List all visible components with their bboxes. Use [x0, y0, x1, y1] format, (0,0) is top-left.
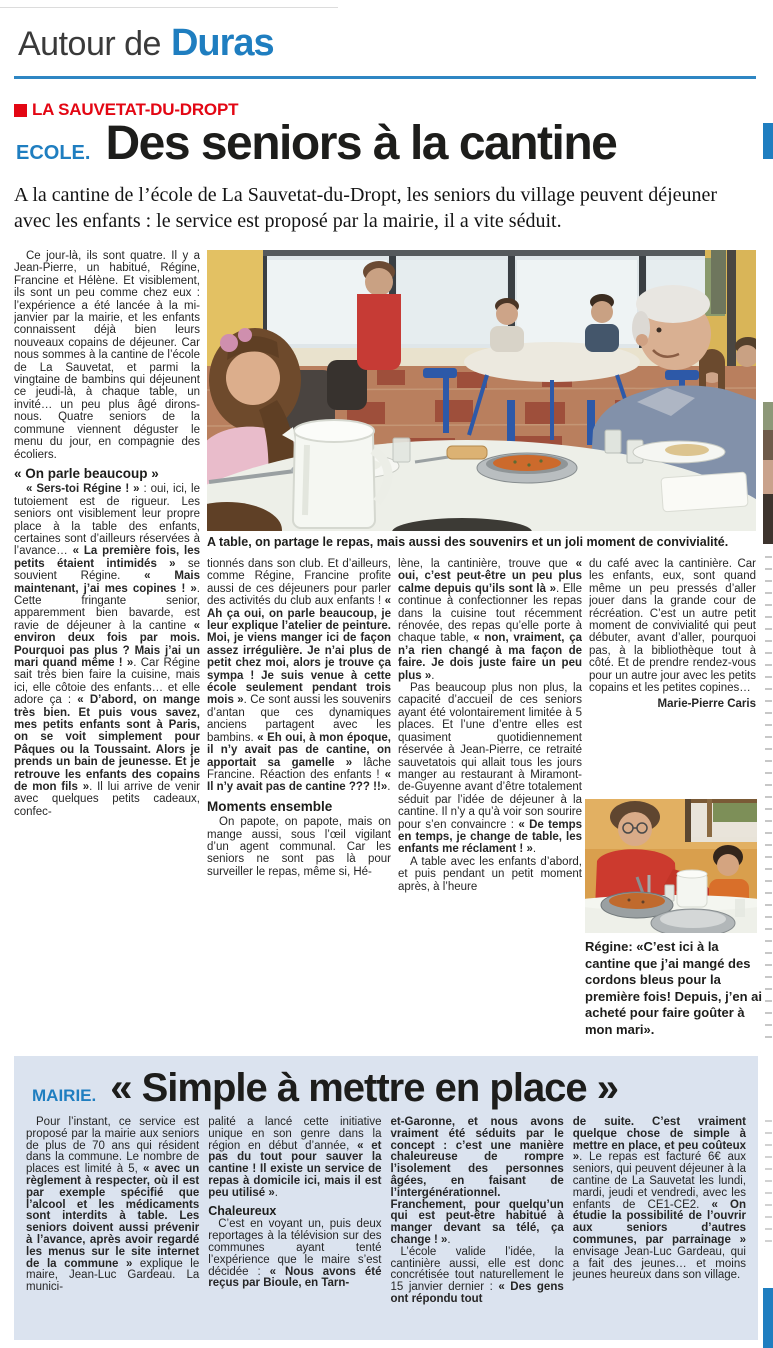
subheading: Moments ensemble: [207, 798, 333, 814]
article-column-3: [398, 558, 582, 1054]
subheading: Chaleureux: [208, 1203, 277, 1218]
paragraph: On papote, on papote, mais on mange aussi, sous l’œil vigilant d’un agent communal. Car les seniors ne sont pas là pour surveiller le repas, même si, Hé-: [207, 816, 391, 878]
byline: Marie-Pierre Caris: [657, 698, 756, 711]
masthead-prefix: Autour de: [18, 25, 161, 63]
regine-photo-illustration: [585, 799, 757, 933]
red-square-icon: [14, 104, 27, 117]
town-kicker-label: LA SAUVETAT-DU-DROPT: [32, 100, 239, 119]
paragraph: « Sers-toi Régine ! » : oui, ici, le tutoiement est de rigueur. Les seniors ont visiblement leur propre place à la table des enfants, certaines sont d’ailleurs réservées à l’avance… « La première fois, les petits étaient intimidés » se souvient Régine. « Mais maintenant, j’ai mes copines ! ». Cette fringante senior, apparemment bien bavarde, est ravie de déjeuner à la cantine « environ deux fois par mois. Pourquoi pas plus ? Mais j’ai un mari quand même ! ». Car Régine sait très bien faire la cuisine, mais ici, elle côtoie des enfants… et elle adore ça : « D’abord, on mange très bien. Et puis vous savez, mes petits enfants sont à Paris, on se voit simplement pour Pâques ou la Toussaint. Alors je prends un bain de jeunesse. Et je retrouve les enfants des copains de mon fils ». Il lui arrive de venir avec quelques petits cadeaux, confec-: [14, 483, 200, 818]
page-edge-fragment: [765, 556, 772, 1048]
mairie-column-2: [208, 1117, 381, 1306]
article-column-4: [589, 558, 756, 798]
paragraph: lène, la cantinière, trouve que « oui, c’est peut-être un peu plus calme depuis qu’ils sont là ». Elle continue à confectionner les repas dans la cuisine tout récemment rénovée, des repas qu’elle porte à chaque table, « non, vraiment, ça n’a rien changé à ma façon de faire. Je dois juste faire un peu plus ».: [398, 558, 582, 682]
masthead-title: Duras: [170, 22, 274, 64]
paragraph: de suite. C’est vraiment quelque chose de simple à mettre en place, et peu coûteux ». Le repas est facturé 6€ aux seniors, qui peuvent déjeuner à la cantine de La Sauvetat les lundi, mardi, jeudi et vendredi, avec les enfants de CE1-CE2. « On étudie la possibilité de l’ouvrir aux seniors d’autres communes, par parrainage » envisage Jean-Luc Gardeau, qui a fait des jeunes… et moins jeunes heureux dans son village.: [572, 1116, 746, 1282]
article-column-2: [207, 558, 391, 1054]
article-headline: Des seniors à la cantine: [105, 117, 617, 170]
paragraph: A table avec les enfants d’abord, et puis pendant un petit moment après, à l’heure: [398, 855, 582, 893]
page-edge-fragment: [763, 1288, 773, 1348]
side-photo-caption: Régine: «C’est ici à la cantine que j’ai mangé des cordons bleus pour la première fois! Depuis, j’en ai acheté pour faire goûter à mon mari».: [585, 939, 762, 1037]
paragraph: L’école valide l’idée, la cantinière aussi, elle est donc concrétisée tout naturellement le 15 janvier dernier : « Des gens ont répondu tout: [390, 1245, 564, 1305]
article-column-1: [14, 250, 200, 1050]
masthead-rule: [14, 76, 756, 79]
main-photo: [207, 250, 756, 531]
mairie-column-4: [573, 1117, 746, 1306]
mairie-column-1: [26, 1117, 199, 1306]
mairie-columns: [26, 1117, 746, 1306]
subheading: « On parle beaucoup »: [14, 465, 159, 481]
paragraph: du café avec la cantinière. Car les enfants, eux, sont quand même un peu pressés d’aller jouer dans la grande cour de récréation. C’est un autre petit moment de convivialité qui peut débuter, avant d’aller, pourquoi pas, à la bibliothèque tout à côté. Et de prendre rendez-vous pour un autre jour avec les petits copains et les petites copines…: [589, 558, 756, 695]
mairie-headline: « Simple à mettre en place »: [110, 1066, 619, 1110]
mairie-section-label: MAIRIE.: [32, 1086, 97, 1105]
page-edge-fragment: [763, 402, 773, 544]
masthead: [18, 22, 274, 65]
article-section-label: ECOLE.: [16, 142, 91, 164]
main-photo-caption: A table, on partage le repas, mais aussi des souvenirs et un joli moment de convivialité.: [207, 535, 729, 549]
side-photo: [585, 799, 757, 933]
paragraph: Ce jour-là, ils sont quatre. Il y a Jean-Pierre, un habitué, Régine, Francine et Hélène. Et visiblement, ils sont un peu comme chez eux : l’expérience a été lancée à la mi-janvier par la mairie, et les enfants connaissent déjà bien leurs nouveaux copains de déjeuner. Car nous sommes à la cantine de l’école de La Sauvetat, et parmi la vingtaine de bambins qui déjeunent ce jeudi-là, à chaque table, un invité… un peu plus âgé dirons-nous. Quatre seniors de la commune viennent déguster le menu du jour, en compagnie des écoliers.: [14, 250, 200, 461]
mairie-sidebar-article: [14, 1056, 758, 1340]
page-edge-fragment: [765, 1120, 772, 1250]
paragraph: Pas beaucoup plus non plus, la capacité d’accueil de ces seniors ayant été volontairement limitée à 5 places. Et l’une d’entre elles est quasiment quotidiennement réservée à Jean-Pierre, ce retraité sauvetatois qui allait tous les jours manger au restaurant à Miramont-de-Guyenne avant d’être totalement séduit par l’idée de déjeuner à la cantine. Il n’y a qu’à voir son sourire pour s’en convaincre : « De temps en temps, je change de table, les enfants me réclament ! ».: [398, 682, 582, 856]
paragraph: et-Garonne, et nous avons vraiment été séduits par le concept : c’est une manière chaleureuse de rompre l’isolement des personnes âgées, en faisant de l’intergénérationnel. Franchement, pour quelqu’un qui est peut-être habitué à manger devant sa télé, ça change ! ».: [390, 1116, 564, 1246]
mairie-column-3: [391, 1117, 564, 1306]
page-crop-hairline: [0, 7, 338, 8]
canteen-photo-illustration: [207, 250, 756, 531]
page-edge-fragment: [763, 123, 773, 159]
paragraph: C’est en voyant un, puis deux reportages à la télévision sur des communes ayant tenté l’expérience que le maire s’est décidée : « Nous avons été reçus par Bioule, en Tarn-: [208, 1218, 382, 1290]
article-lede: A la cantine de l’école de La Sauvetat-du-Dropt, les seniors du village peuvent déjeuner avec les enfants : le service est proposé par la mairie, il a vite séduit.: [14, 184, 718, 232]
paragraph: palité a lancé cette initiative unique en son genre dans la région en début d’année, « et pas du tout pour sauver la cantine ! Il existe un service de repas à domicile ici, mais il est peu utilisé ».: [208, 1116, 382, 1199]
mairie-headline-row: [32, 1068, 746, 1108]
paragraph: tionnés dans son club. Et d’ailleurs, comme Régine, Francine profite aussi de ces déjeuners pour parler des activités du club aux enfants ! « Ah ça oui, on parle beaucoup, je leur explique l’atelier de peinture. Moi, je viens manger ici de façon assez irrégulière. Je n’ai plus de petit chez moi, alors je trouve ça sympa ! Je suis venue à cette école seulement pendant trois mois ». Ce sont aussi les souvenirs d’antan que ces dynamiques anciens partagent avec les bambins. « Eh oui, à mon époque, il n’y avait pas de cantine, on apportait sa gamelle » lâche Francine. Réaction des enfants ! « Il n’y avait pas de cantine ??? !!».: [207, 558, 391, 794]
article-headline-row: [16, 117, 758, 170]
paragraph: Pour l’instant, ce service est proposé par la mairie aux seniors de plus de 70 ans qui résident dans la commune. Le nombre de places est limité à 5, « avec un règlement à respecter, où il est par exemple spécifié que l’alcool et les médicaments sont interdits à table. Les seniors doivent aussi prévenir à l’avance, après avoir regardé les menus sur le site internet de la commune » explique le maire, Jean-Luc Gardeau. La munici-: [26, 1116, 200, 1294]
